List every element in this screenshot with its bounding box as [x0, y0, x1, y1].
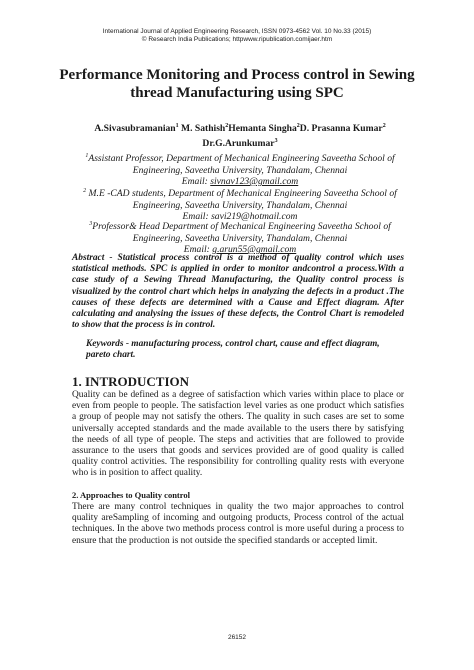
affiliation-mark: 2 [83, 188, 87, 194]
author-name: Hemanta Singha [228, 123, 297, 135]
affiliation-line: Engineering, Saveetha University, Thandalam, Chennai [132, 199, 348, 211]
affiliation-mark: 3 [89, 221, 93, 227]
affiliation-3 [75, 219, 405, 255]
author-list [60, 120, 420, 150]
introduction-paragraph: Quality can be defined as a degree of satisfaction which varies within place to place or even from people to people. The satisfaction level varies as one product which satisfies a group of people may not satisfy the others. The quality in such cases are set to some universally accepted standards and the made available to the users there by satisfying the needs of all type of people. The steps and activities that are followed to provide assurance to the users that goods and services provided are of good quality is called quality control activities. The responsibility for controlling quality rests with everyone who is in position to affect quality. [72, 390, 404, 479]
keywords-paragraph: Keywords - manufacturing process, control chart, cause and effect diagram, pareto chart. [86, 339, 380, 361]
author-affil-mark: 3 [274, 138, 278, 145]
author-affil-mark: 1 [175, 123, 179, 129]
affiliation-text: M.E -CAD students, Department of Mechanical Engineering Saveetha School of [86, 188, 397, 200]
page-number: 26152 [227, 634, 247, 641]
author-name: M. Sathish [178, 123, 226, 135]
affiliation-mark: 1 [85, 153, 89, 159]
affiliation-1 [75, 151, 405, 187]
email-label: Email: [181, 176, 211, 187]
author-line-2 [60, 135, 420, 150]
title-line-2: thread Manufacturing using SPC [130, 85, 344, 101]
author-name: Dr.G.Arunkumar [202, 138, 275, 150]
author-affil-mark: 2 [225, 123, 229, 129]
affiliation-line [75, 219, 405, 233]
email-text: savi219@hotmail.com [211, 211, 298, 222]
email-link[interactable]: sivnav123@gmail.com [210, 176, 299, 187]
journal-header-line: International Journal of Applied Engineering Research, ISSN 0973-4562 Vol. 10 No.33 (2015) [102, 28, 372, 35]
section-heading-approaches: 2. Approaches to Quality control [72, 490, 190, 500]
affiliation-line [75, 186, 405, 200]
affiliation-line: Engineering, Saveetha University, Thandalam, Chennai [132, 164, 348, 176]
affiliation-line [75, 151, 405, 165]
author-affil-mark: 2 [296, 123, 300, 129]
approaches-paragraph: There are many control techniques in quality the two major approaches to control quality areSampling of incoming and outgoing products, Process control of the actual techniques. In the above two methods process control is more useful during a process to ensure that the production is not outside the specified standards or accepted limit. [72, 502, 404, 546]
email-label: Email: [183, 244, 213, 255]
author-line-1 [60, 120, 420, 135]
affiliation-text: Assistant Professor, Department of Mechanical Engineering Saveetha School of [88, 153, 395, 165]
abstract-paragraph: Abstract - Statistical process control is a method of quality control which uses statistical methods. SPC is applied in order to monitor andcontrol a process.With a case study of a Sewing Thread Manufacturing, the Quality control process is visualized by the control chart which helps in analyzing the defects in a product .The causes of these defects are determined with a Cause and Effect diagram. After calculating and analysing the issues of these defects, the Control Chart is remodeled to show that the process is in control. [72, 253, 404, 331]
section-heading-introduction: 1. INTRODUCTION [72, 374, 190, 389]
email-link[interactable]: g.arun55@gmail.com [212, 244, 297, 255]
author-affil-mark: 2 [382, 123, 386, 129]
publisher-header-line: © Research India Publications; httpwww.ripublication.comijaer.htm [141, 36, 333, 43]
title-line-1: Performance Monitoring and Process control in Sewing [59, 67, 415, 83]
author-name: D. Prasanna Kumar [299, 123, 383, 135]
author-name: A.Sivasubramanian [94, 123, 176, 135]
affiliation-line: Engineering, Saveetha University, Thandalam, Chennai [132, 232, 348, 244]
affiliation-text: Professor& Head Department of Mechanical Engineering Saveetha School of [92, 221, 391, 233]
email-label: Email: [182, 211, 212, 222]
paper-title [50, 66, 424, 102]
affiliation-2 [75, 186, 405, 222]
